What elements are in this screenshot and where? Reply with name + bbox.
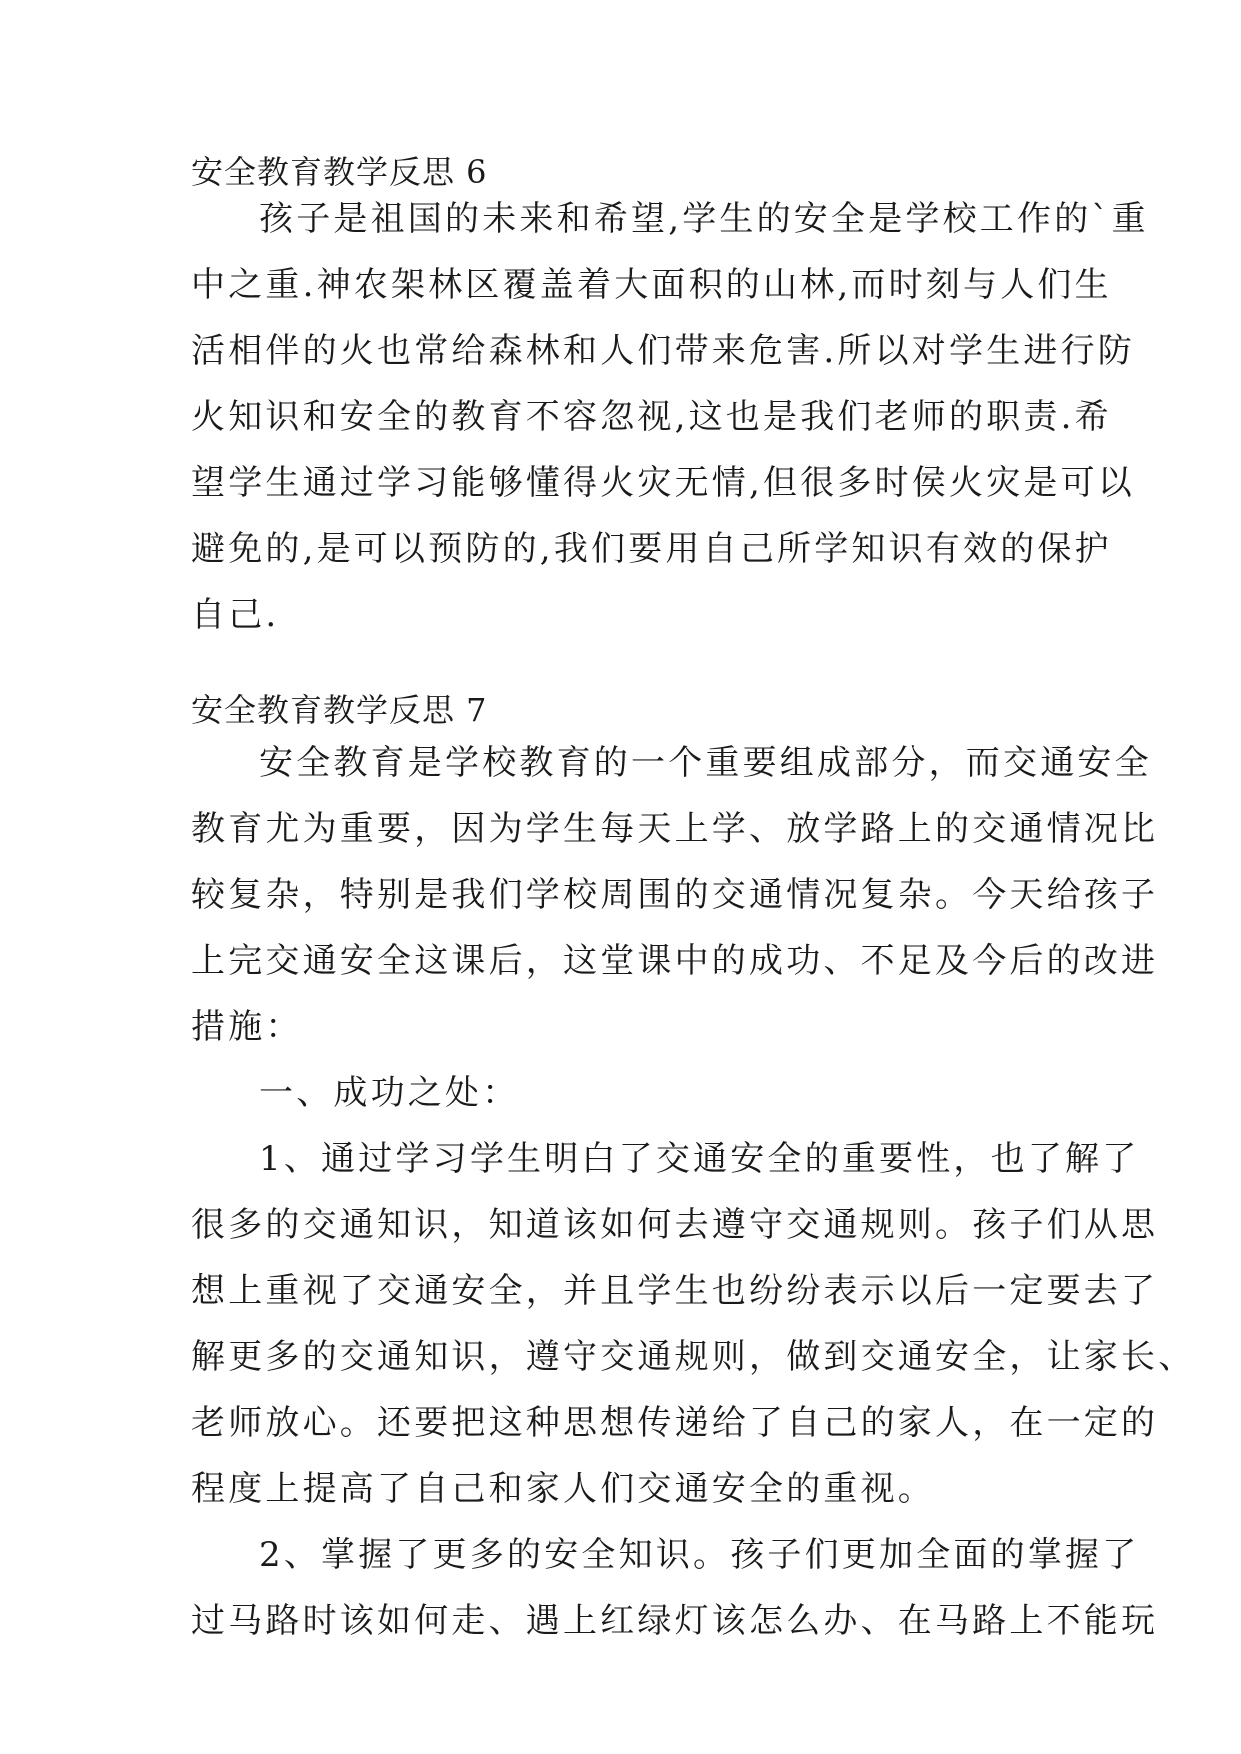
section-heading: 安全教育教学反思 6 [191,153,488,191]
paragraph-line: 一、成功之处： [259,1073,520,1113]
section-7 [191,690,1051,730]
paragraph-line: 很多的交通知识，知道该如何去遵守交通规则。孩子们从思 [191,1205,1159,1245]
paragraph-line: 老师放心。还要把这种思想传递给了自己的家人，在一定的 [191,1403,1159,1443]
paragraph-line: 上完交通安全这课后，这堂课中的成功、不足及今后的改进 [191,941,1159,981]
paragraph-line: 程度上提高了自己和家人们交通安全的重视。 [191,1469,935,1509]
paragraph-line: 2、掌握了更多的安全知识。孩子们更加全面的掌握了 [259,1535,1140,1575]
section-heading: 安全教育教学反思 7 [191,691,488,729]
paragraph-line: 安全教育是学校教育的一个重要组成部分，而交通安全 [259,743,1152,783]
section-6-body [191,186,1149,648]
paragraph-line: 火知识和安全的教育不容忽视,这也是我们老师的职责.希 [191,397,1112,437]
section-7-body [191,730,1196,1654]
paragraph-line: 解更多的交通知识，遵守交通规则，做到交通安全，让家长、 [191,1337,1196,1377]
paragraph-line: 中之重.神农架林区覆盖着大面积的山林,而时刻与人们生 [191,265,1112,305]
paragraph-line: 避免的,是可以预防的,我们要用自己所学知识有效的保护 [191,529,1112,569]
paragraph-line: 活相伴的火也常给森林和人们带来危害.所以对学生进行防 [191,331,1136,371]
paragraph-line: 1、通过学习学生明白了交通安全的重要性，也了解了 [259,1139,1140,1179]
paragraph-line: 较复杂，特别是我们学校周围的交通情况复杂。今天给孩子 [191,875,1159,915]
paragraph-line: 自己. [191,595,280,635]
paragraph-line: 想上重视了交通安全，并且学生也纷纷表示以后一定要去了 [191,1271,1159,1311]
paragraph-line: 过马路时该如何走、遇上红绿灯该怎么办、在马路上不能玩 [191,1601,1159,1641]
paragraph-line: 措施： [191,1007,303,1047]
paragraph-line: 教育尤为重要，因为学生每天上学、放学路上的交通情况比 [191,809,1159,849]
paragraph-line: 望学生通过学习能够懂得火灾无情,但很多时侯火灾是可以 [191,463,1136,503]
paragraph-line: 孩子是祖国的未来和希望,学生的安全是学校工作的`重 [259,199,1149,239]
